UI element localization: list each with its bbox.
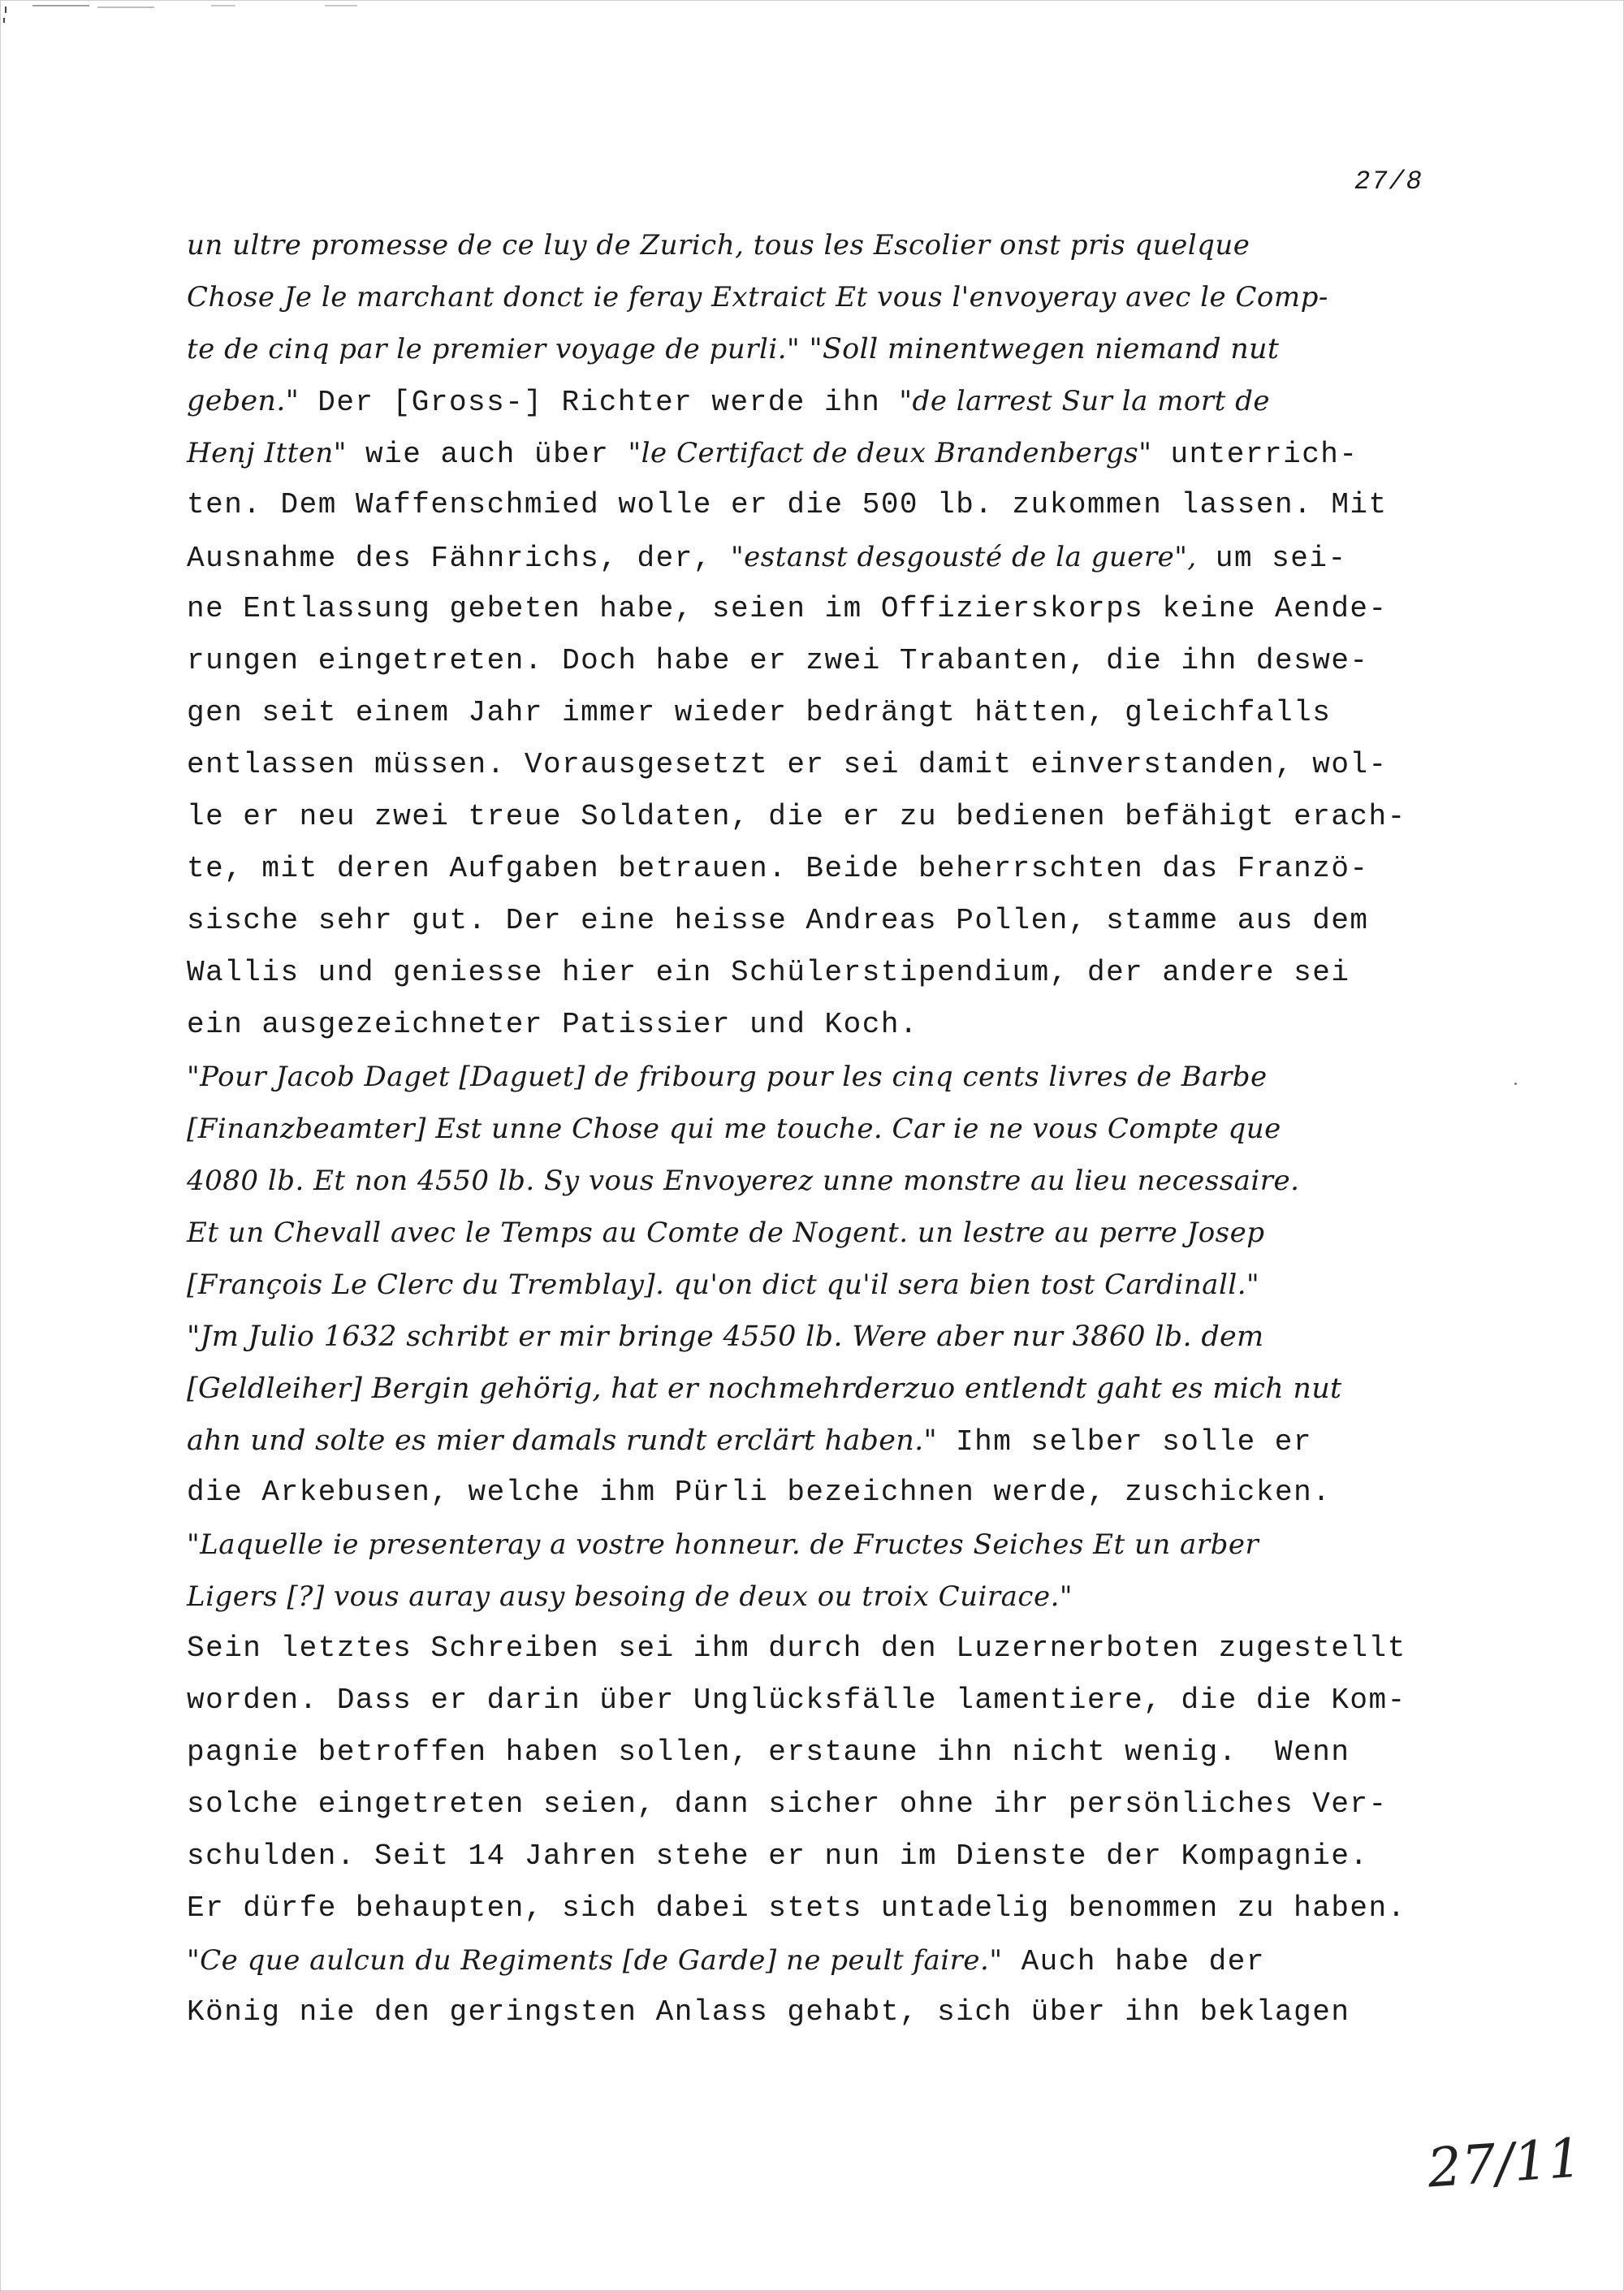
quoted-french-segment: Henj Itten" xyxy=(187,437,347,469)
quoted-old-german-segment: "Soll minentwegen niemand nut xyxy=(809,333,1280,365)
quoted-french-segment: [Finanzbeamter] Est unne Chose qui me touche. Car ie ne vous Compte que xyxy=(187,1113,1281,1145)
text-line xyxy=(187,635,1486,687)
page-number-bottom-handwritten: 27/11 xyxy=(1425,2126,1584,2200)
text-segment: ne Entlassung gebeten habe, seien im Offizierskorps keine Aende- xyxy=(187,592,1388,625)
quoted-french-segment: "Laquelle ie presenteray a vostre honneur. de Fructes Seiches Et un arber xyxy=(187,1528,1259,1561)
scan-noise xyxy=(0,0,422,32)
quoted-old-german-segment: ahn und solte es mier damals rundt erclärt haben." xyxy=(187,1424,937,1457)
quoted-french-segment: "de larrest Sur la mort de xyxy=(899,385,1270,417)
quoted-french-segment: [François Le Clerc du Tremblay]. qu'on dict qu'il sera bien tost Cardinall." xyxy=(187,1269,1260,1301)
text-line xyxy=(187,1779,1486,1831)
text-line xyxy=(187,271,1486,323)
text-line xyxy=(187,1727,1486,1779)
text-line xyxy=(187,843,1486,895)
text-line xyxy=(187,739,1486,791)
quoted-french-segment: "le Certifact de deux Brandenbergs" xyxy=(628,437,1152,469)
text-segment: ein ausgezeichneter Patissier und Koch. xyxy=(187,1008,919,1041)
text-line xyxy=(187,1675,1486,1727)
text-segment: Wallis und geniesse hier ein Schülerstipendium, der andere sei xyxy=(187,956,1350,989)
text-segment: Ausnahme des Fähnrichs, der, xyxy=(187,542,732,575)
text-line xyxy=(187,1519,1486,1571)
text-segment: wie auch über xyxy=(346,438,628,471)
quoted-french-segment: un ultre promesse de ce luy de Zurich, tous les Escolier onst pris quelque xyxy=(187,229,1250,262)
scan-speck xyxy=(1514,1083,1517,1085)
text-line xyxy=(187,895,1486,947)
text-line xyxy=(187,791,1486,843)
text-segment: sische sehr gut. Der eine heisse Andreas Pollen, stamme aus dem xyxy=(187,904,1369,937)
text-line xyxy=(187,531,1486,583)
quoted-french-segment: "Ce que aulcun du Regiments [de Garde] ne peult faire." xyxy=(187,1944,1003,1977)
text-line xyxy=(187,1571,1486,1623)
quoted-old-german-segment: geben." xyxy=(187,385,300,417)
text-line xyxy=(187,1934,1486,1986)
text-line xyxy=(187,1415,1486,1467)
text-segment: Der [Gross-] Richter werde ihn xyxy=(299,386,900,419)
quoted-french-segment: Ligers [?] vous auray ausy besoing de deux ou troix Cuirace." xyxy=(187,1580,1073,1613)
quoted-french-segment: Chose Je le marchant donct ie feray Extraict Et vous l'envoyeray avec le Comp- xyxy=(187,281,1328,313)
text-line xyxy=(187,323,1486,375)
text-line xyxy=(187,219,1486,271)
text-segment: rungen eingetreten. Doch habe er zwei Trabanten, die ihn deswe- xyxy=(187,644,1369,677)
text-segment: worden. Dass er darin über Unglücksfälle lamentiere, die die Kom- xyxy=(187,1684,1406,1717)
text-segment: um sei- xyxy=(1196,542,1347,575)
text-line xyxy=(187,1883,1486,1934)
text-line xyxy=(187,1831,1486,1883)
text-segment: te, mit deren Aufgaben betrauen. Beide beherrschten das Franzö- xyxy=(187,852,1369,885)
text-segment: pagnie betroffen haben sollen, erstaune ihn nicht wenig. Wenn xyxy=(187,1736,1350,1769)
text-line xyxy=(187,999,1486,1051)
text-line xyxy=(187,1986,1486,2038)
text-line xyxy=(187,1103,1486,1155)
quoted-french-segment: "Pour Jacob Daget [Daguet] de fribourg pour les cinq cents livres de Barbe xyxy=(187,1061,1268,1093)
text-segment: Auch habe der xyxy=(1002,1945,1265,1978)
text-line xyxy=(187,947,1486,999)
text-segment: ten. Dem Waffenschmied wolle er die 500 lb. zukommen lassen. Mit xyxy=(187,488,1388,521)
text-segment: entlassen müssen. Vorausgesetzt er sei damit einverstanden, wol- xyxy=(187,748,1388,781)
text-line xyxy=(187,687,1486,739)
text-line xyxy=(187,1311,1486,1363)
text-line xyxy=(187,1051,1486,1103)
text-segment: Er dürfe behaupten, sich dabei stets untadelig benommen zu haben. xyxy=(187,1891,1406,1925)
text-segment: gen seit einem Jahr immer wieder bedrängt hätten, gleichfalls xyxy=(187,696,1332,729)
text-segment: Sein letztes Schreiben sei ihm durch den Luzernerboten zugestellt xyxy=(187,1632,1406,1665)
quoted-french-segment: "estanst desgousté de la guere", xyxy=(731,541,1197,573)
text-line xyxy=(187,479,1486,531)
text-line xyxy=(187,1467,1486,1519)
text-line xyxy=(187,1259,1486,1311)
text-line xyxy=(187,375,1486,427)
text-line xyxy=(187,1363,1486,1415)
quoted-french-segment: te de cinq par le premier voyage de purli." xyxy=(187,333,810,365)
text-line xyxy=(187,1623,1486,1675)
text-line xyxy=(187,1207,1486,1259)
text-line xyxy=(187,427,1486,479)
text-segment: Ihm selber solle er xyxy=(936,1425,1312,1459)
quoted-old-german-segment: "Jm Julio 1632 schribt er mir bringe 4550 lb. Were aber nur 3860 lb. dem xyxy=(187,1321,1264,1353)
text-segment: solche eingetreten seien, dann sicher ohne ihr persönliches Ver- xyxy=(187,1787,1388,1821)
text-segment: unterrich- xyxy=(1151,438,1358,471)
text-segment: le er neu zwei treue Soldaten, die er zu bedienen befähigt erach- xyxy=(187,800,1406,833)
quoted-french-segment: Et un Chevall avec le Temps au Comte de Nogent. un lestre au perre Josep xyxy=(187,1217,1265,1249)
text-segment: schulden. Seit 14 Jahren stehe er nun im Dienste der Kompagnie. xyxy=(187,1839,1369,1873)
quoted-french-segment: 4080 lb. Et non 4550 lb. Sy vous Envoyerez unne monstre au lieu necessaire. xyxy=(187,1165,1300,1197)
text-line xyxy=(187,583,1486,635)
text-segment: die Arkebusen, welche ihm Pürli bezeichnen werde, zuschicken. xyxy=(187,1476,1332,1509)
page-number-top: 27/8 xyxy=(1354,166,1423,197)
text-segment: König nie den geringsten Anlass gehabt, sich über ihn beklagen xyxy=(187,1995,1350,2029)
body-text xyxy=(187,219,1486,2038)
quoted-old-german-segment: [Geldleiher] Bergin gehörig, hat er nochmehrderzuo entlendt gaht es mich nut xyxy=(187,1372,1342,1405)
text-line xyxy=(187,1155,1486,1207)
